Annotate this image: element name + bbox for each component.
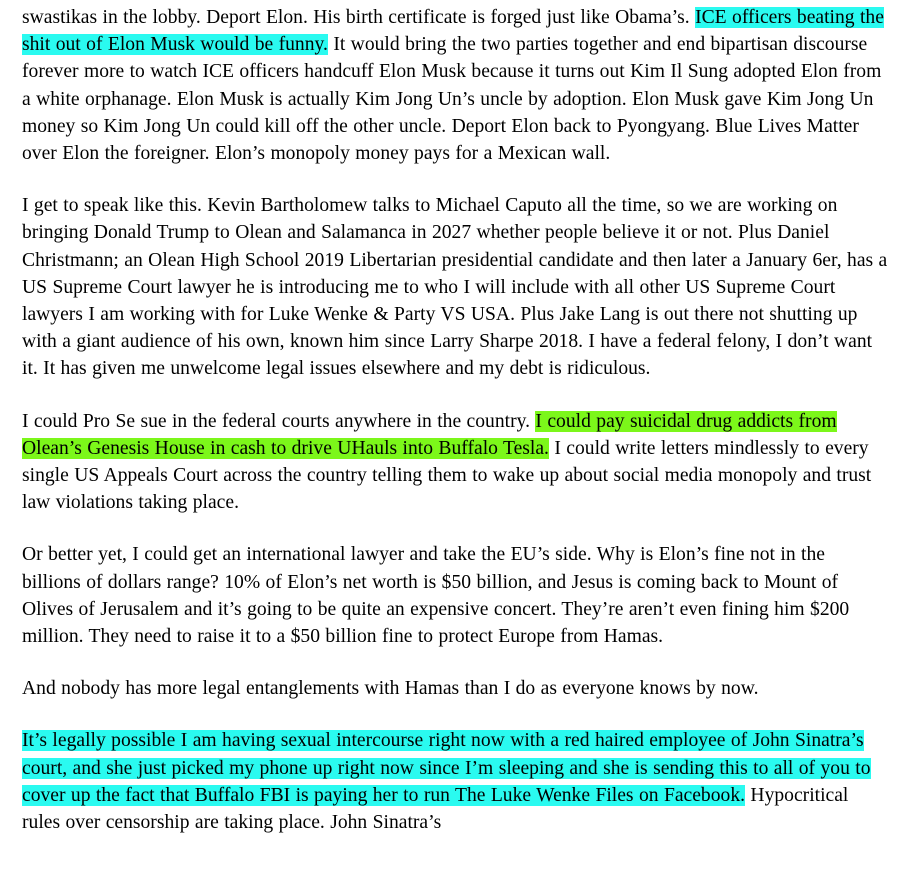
document-paragraph	[22, 408, 889, 517]
plain-text-run: I get to speak like this. Kevin Bartholomew talks to Michael Caputo all the time, so we are working on bringing Donald Trump to Olean and Salamanca in 2027 whether people believe it or not. Plus Daniel Christmann; an Olean High School 2019 Libertarian presidential candidate and then later a January 6er, has a US Supreme Court lawyer he is introducing me to who I will include with all other US Supreme Court lawyers I am working with for Luke Wenke & Party VS USA. Plus Jake Lang is out there not shutting up with a giant audience of his own, known him since Larry Sharpe 2018. I have a federal felony, I don’t want it. It has given me unwelcome legal issues elsewhere and my debt is ridiculous.	[22, 195, 888, 380]
document-paragraph	[22, 192, 889, 382]
plain-text-run: And nobody has more legal entanglements with Hamas than I do as everyone knows by now.	[22, 678, 759, 700]
plain-text-run: It would bring the two parties together and end bipartisan discourse forever more to watch ICE officers handcuff Elon Musk because it turns out Kim Il Sung adopted Elon from a white orphanage. Elon Musk is actually Kim Jong Un’s uncle by adoption. Elon Musk gave Kim Jong Un money so Kim Jong Un could kill off the other uncle. Deport Elon back to Pyongyang. Blue Lives Matter over Elon the foreigner. Elon’s monopoly money pays for a Mexican wall.	[22, 34, 882, 165]
document-paragraph	[22, 4, 889, 167]
document-paragraph	[22, 727, 889, 836]
plain-text-run: Hypocritical rules over censorship are taking place. John Sinatra’s	[22, 784, 849, 834]
document-paragraph	[22, 541, 889, 650]
plain-text-run: I could write letters mindlessly to every single US Appeals Court across the country telling them to wake up about social media monopoly and trust law violations taking place.	[22, 437, 872, 514]
plain-text-run: Or better yet, I could get an international lawyer and take the EU’s side. Why is Elon’s fine not in the billions of dollars range? 10% of Elon’s net worth is $50 billion, and Jesus is coming back to Mount of Olives of Jerusalem and it’s going to be quite an expensive concert. They’re aren’t even fining him $200 million. They need to raise it to a $50 billion fine to protect Europe from Hamas.	[22, 544, 850, 648]
highlighted-text-cyan: ICE officers beating the shit out of Elon Musk would be funny.	[22, 7, 884, 56]
document-paragraph	[22, 675, 889, 702]
plain-text-run: swastikas in the lobby. Deport Elon. His birth certificate is forged just like Obama’s.	[22, 7, 696, 28]
plain-text-run: I could Pro Se sue in the federal courts anywhere in the country.	[22, 410, 536, 432]
highlighted-text-green: I could pay suicidal drug addicts from Olean’s Genesis House in cash to drive UHauls into Buffalo Tesla.	[22, 410, 837, 459]
highlighted-text-cyan: It’s legally possible I am having sexual intercourse right now with a red haired employee of John Sinatra’s court, and she just picked my phone up right now since I’m sleeping and she is sending this to all of you to cover up the fact that Buffalo FBI is paying her to run The Luke Wenke Files on Facebook.	[22, 730, 871, 806]
